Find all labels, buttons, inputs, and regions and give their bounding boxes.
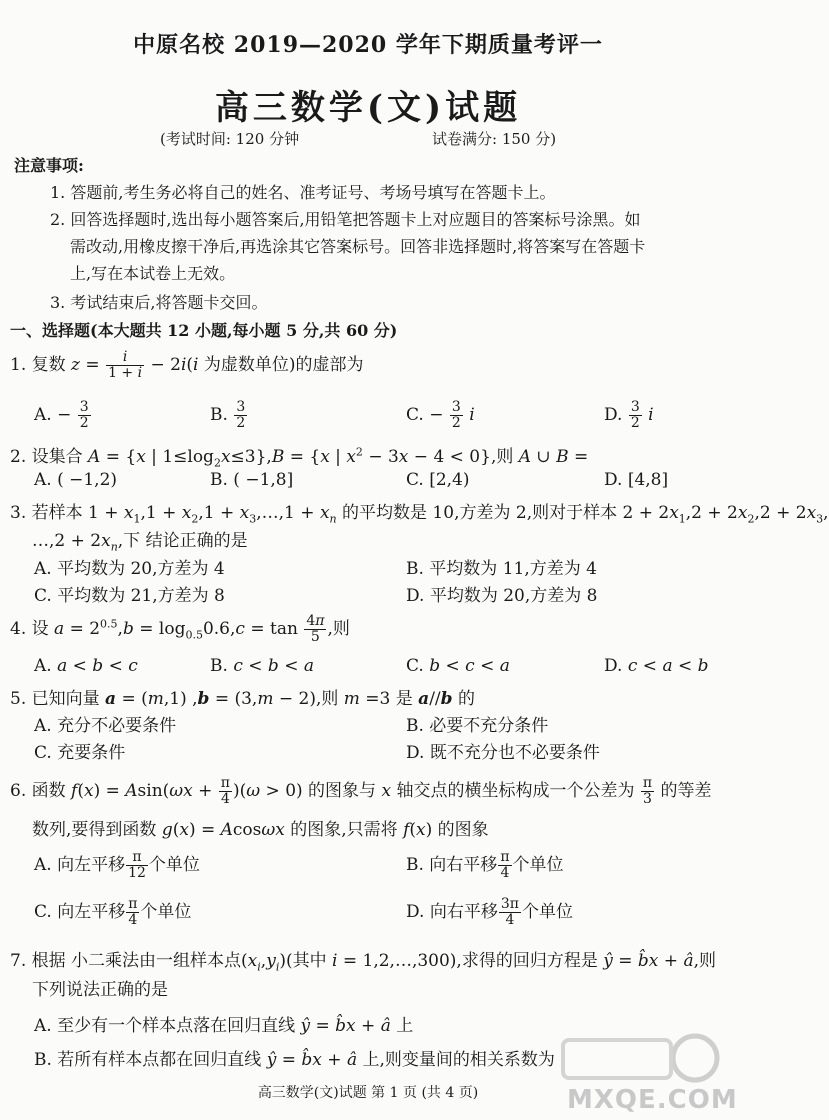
q2-option-c: C. [2,4) [406, 470, 470, 490]
note-2-line-2: 需改动,用橡皮擦干净后,再选涂其它答案标号。回答非选择题时,将答案写在答题卡 [70, 237, 646, 256]
q5-option-d: D. 既不充分也不必要条件 [406, 743, 600, 763]
q1-option-b: B. $\frac{3}{2}$ [210, 399, 246, 431]
question-2: 2. 设集合 A = {x | $1\le\log_2x\le 3\},B = \{x$ | $x^2 - 3x - 4 < 0$},则 A ∪ B = [10, 445, 589, 470]
note-2-line-1: 2. 回答选择题时,选出每小题答案后,用铅笔把答题卡上对应题目的答案标号涂黑。如 [50, 210, 641, 229]
page-footer: 高三数学(文)试题 第 1 页 (共 4 页) [257, 1085, 479, 1101]
q5-option-c: C. 充要条件 [34, 743, 126, 763]
q4-option-a: A. a < b < c [34, 656, 138, 676]
q1-option-d: D. $\frac{3}{2}$ i [604, 399, 654, 431]
question-6-line-1: 6. 函数 f(x) = Asin(ωx + $\frac{\pi}{4}$ )(ω > 0) 的图象与 x 轴交点的横坐标构成一个公差为 $\frac{\pi}{3}$ 的等差 [10, 775, 712, 807]
q3-option-d: D. 平均数为 20,方差为 8 [406, 586, 598, 606]
q4-option-b: B. c < b < a [210, 656, 314, 676]
q7-option-b: B. 若所有样本点都在回归直线 ŷ = b̂x + â 上,则变量间的相关系数为 [34, 1050, 555, 1070]
question-1: 1. 复数 z = $\frac{i}{1 + i}$ − 2i(i 为虚数单位)的虚部为 [10, 349, 364, 381]
q2-option-a: A. ( −1,2) [34, 470, 118, 490]
note-3: 3. 考试结束后,将答题卡交回。 [50, 293, 268, 312]
q6-option-c: C. 向左平移 $\frac{\pi}{4}$ 个单位 [34, 896, 192, 928]
question-3-line-1: 3. 若样本 $1 + x_1,1 + x_2,1$ + $x_3,\dots,1 + x_n$ 的平均数是 10,方差为 2,则对于样本 $2 + 2x_1,2 + 2x_2,2 + 2x_3$, [10, 503, 829, 526]
q4-option-d: D. c < a < b [604, 656, 709, 676]
q5-option-b: B. 必要不充分条件 [406, 716, 549, 736]
question-7-line-2: 下列说法正确的是 [32, 980, 168, 1000]
q3-option-c: C. 平均数为 21,方差为 8 [34, 586, 225, 606]
q5-option-a: A. 充分不必要条件 [34, 716, 177, 736]
q2-option-d: D. [4,8] [604, 470, 669, 490]
q1-option-a: A. − $\frac{3}{2}$ [34, 399, 89, 431]
q2-option-b: B. ( −1,8] [210, 470, 294, 490]
q4-option-c: C. b < c < a [406, 656, 510, 676]
notes-heading: 注意事项: [14, 156, 84, 175]
question-4: 4. 设 $a = 2^{0.5},b = \log_{0.5}0.6,c = \tan$ $\frac{4\pi}{5}$ ,则 [10, 613, 350, 645]
q6-option-d: D. 向右平移 $\frac{3\pi}{4}$ 个单位 [406, 896, 573, 928]
watermark-text: MXQE.COM [567, 1085, 738, 1115]
q7-option-a: A. 至少有一个样本点落在回归直线 ŷ = b̂x + â 上 [34, 1016, 414, 1036]
section-heading: 一、选择题(本大题共 12 小题,每小题 5 分,共 60 分) [10, 321, 398, 340]
exam-title: 高三数学(文)试题 [214, 88, 522, 128]
exam-school-title: 中原名校 2019—2020 学年下期质量考评一 [133, 32, 603, 58]
q6-option-b: B. 向右平移 $\frac{\pi}{4}$ 个单位 [406, 849, 564, 881]
question-3-line-2: …,2 + $2x_n$,下 结论正确的是 [32, 531, 248, 554]
q1-option-c: C. − $\frac{3}{2}$ i [406, 399, 475, 431]
exam-full-score: 试卷满分: 150 分) [432, 130, 557, 148]
question-6-line-2: 数列,要得到函数 g(x) = Acosωx 的图象,只需将 f(x) 的图象 [32, 820, 489, 840]
question-5: 5. 已知向量 a = (m,1) ,b = (3,m − 2),则 m =3 是 a//b 的 [10, 689, 475, 709]
note-1: 1. 答题前,考生务必将自己的姓名、准考证号、考场号填写在答题卡上。 [50, 183, 556, 202]
q3-option-a: A. 平均数为 20,方差为 4 [34, 559, 225, 579]
q6-option-a: A. 向左平移 $\frac{\pi}{12}$ 个单位 [34, 849, 200, 881]
exam-time: (考试时间: 120 分钟 [160, 130, 300, 148]
q3-option-b: B. 平均数为 11,方差为 4 [406, 559, 597, 579]
note-2-line-3: 上,写在本试卷上无效。 [70, 264, 236, 283]
question-7-line-1: 7. 根据 小二乘法由一组样本点$(x_i,y_i)$(其中 i = 1,2,…,300),求得的回归方程是 ŷ = b̂x + â,则 [10, 951, 717, 974]
